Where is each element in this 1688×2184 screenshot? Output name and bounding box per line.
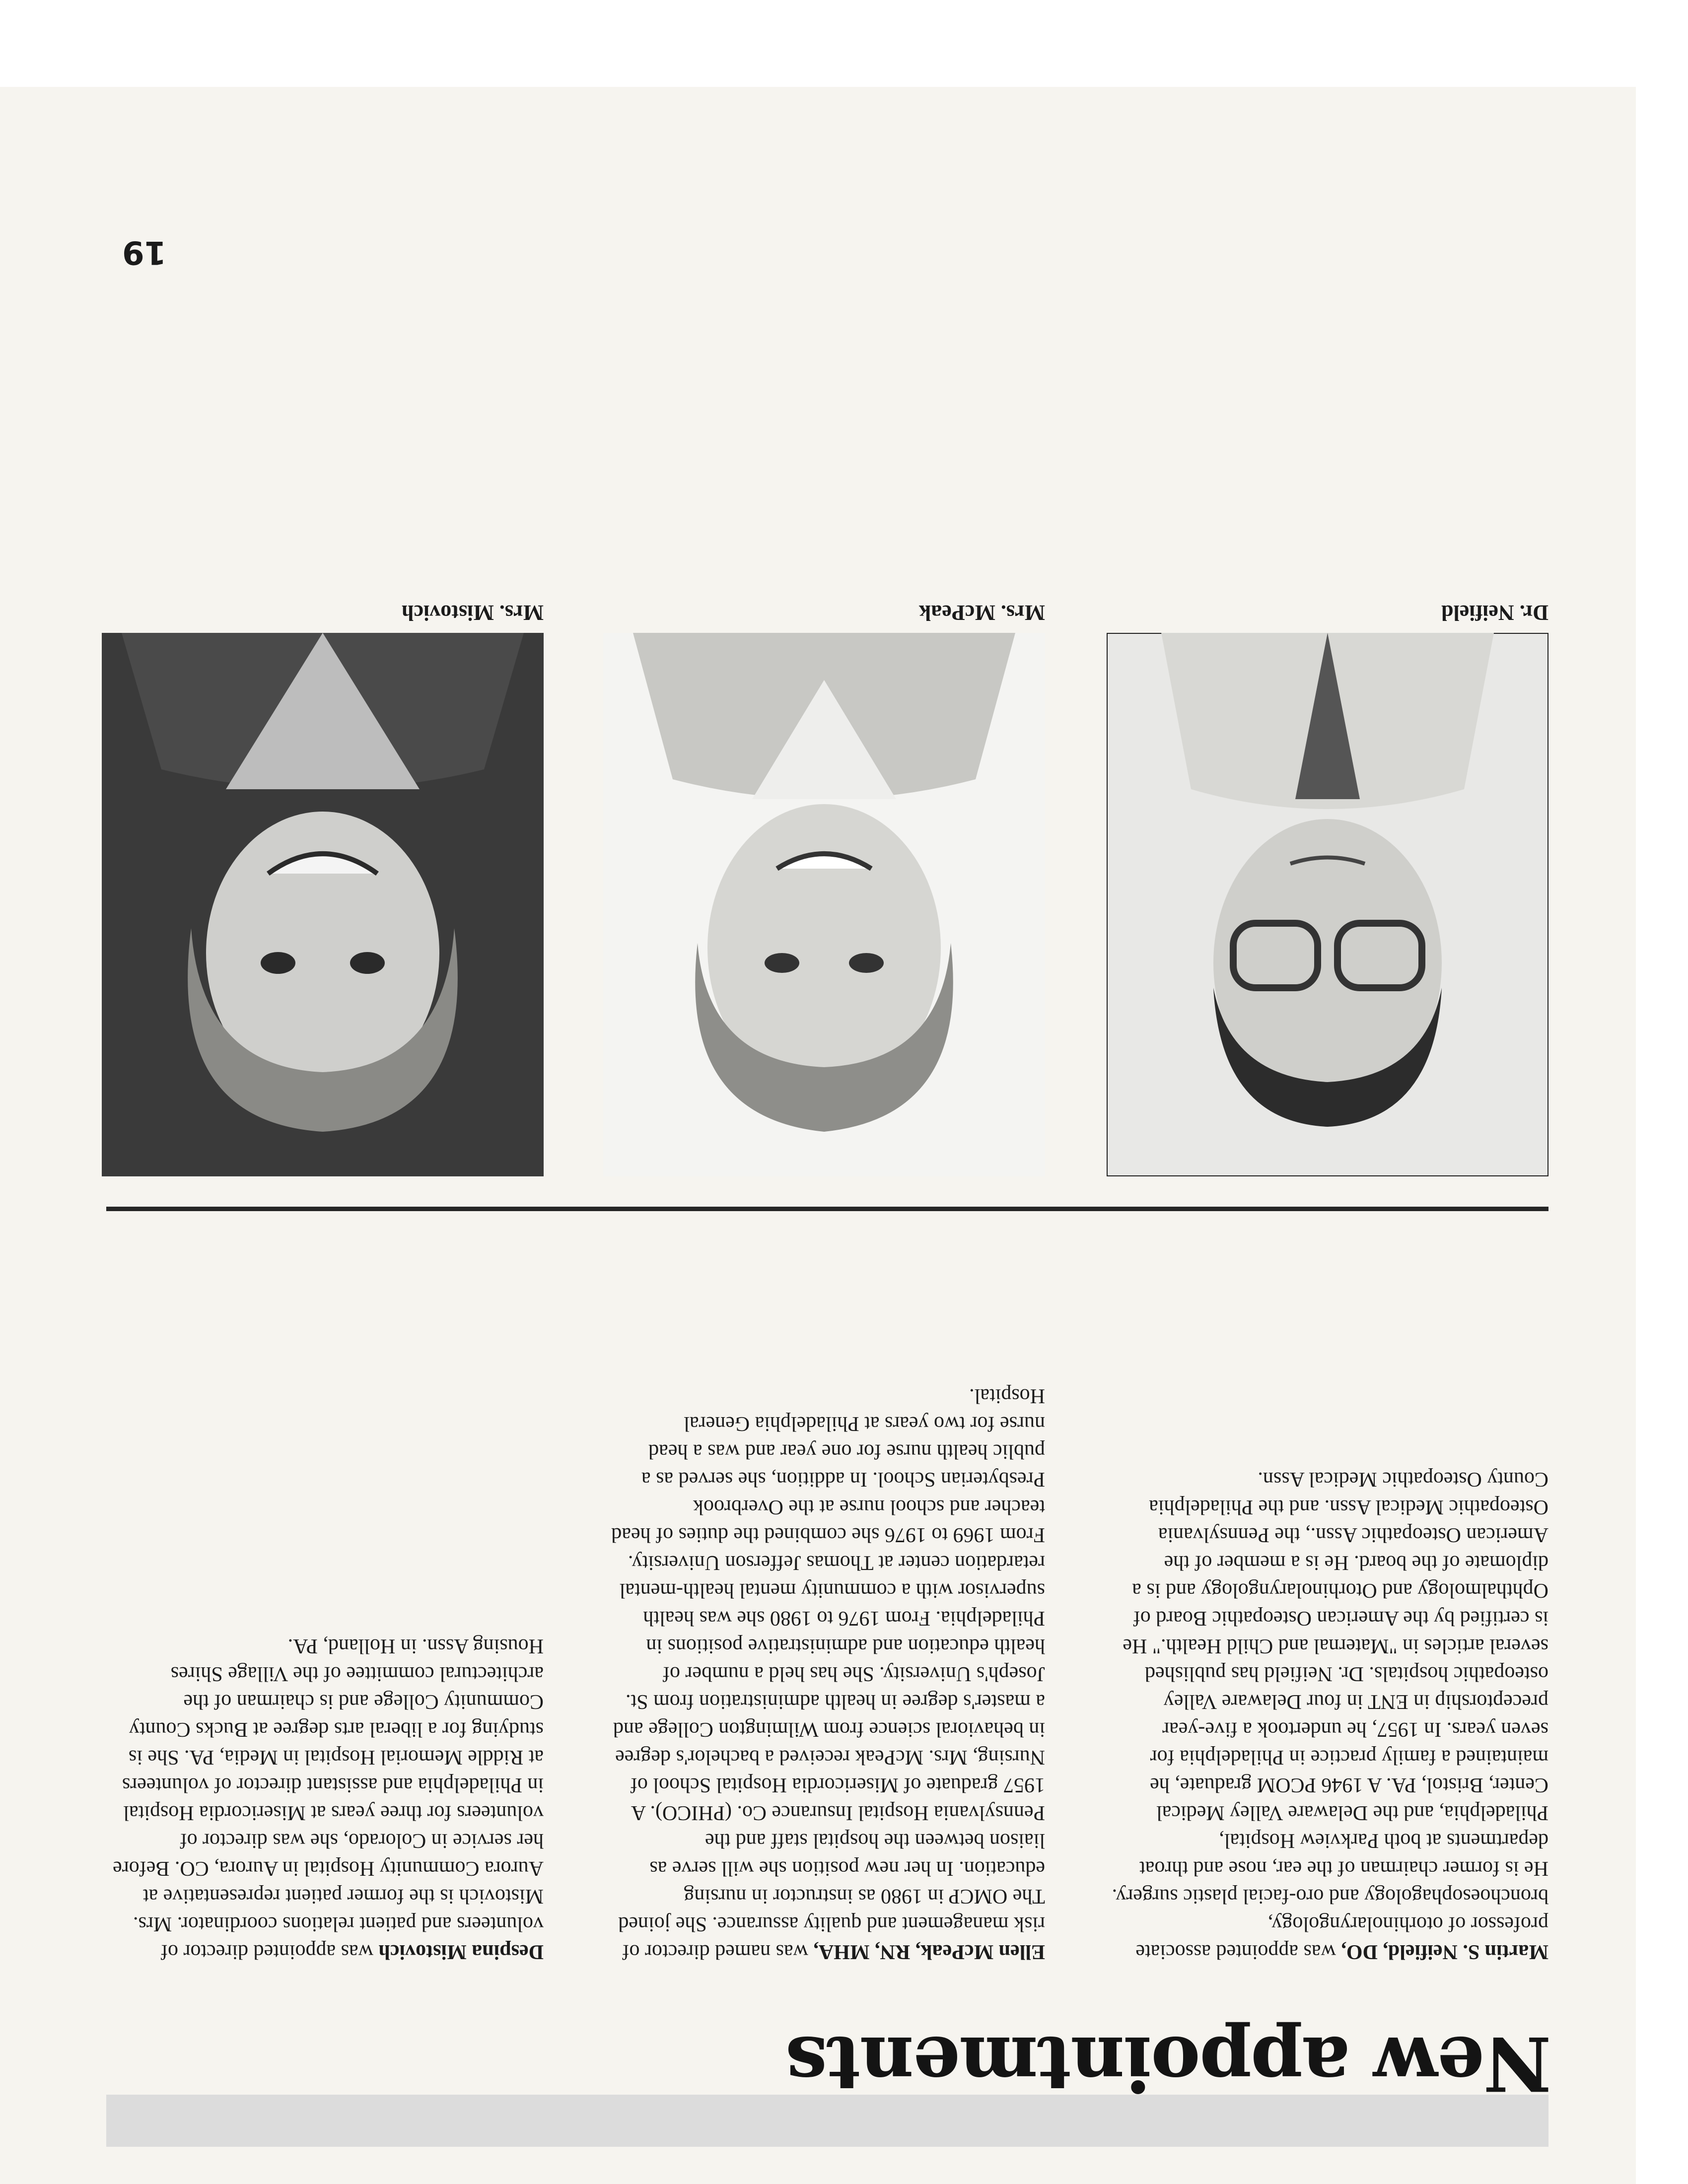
person-name: Ellen McPeak, RN, MHA, xyxy=(813,1940,1045,1963)
portrait-photo-icon xyxy=(102,633,544,1176)
article-body xyxy=(608,1382,1045,1966)
article-mistovich xyxy=(107,1632,544,1966)
person-name: Martin S. Neifield, DO, xyxy=(1341,1940,1548,1963)
rotated-content xyxy=(0,87,1636,2184)
article-body xyxy=(107,1632,544,1966)
article-text: was named director of risk management and quality assurance. She joined The OMCP in 1980 as instructor in nursing education. In her new position she will serve as liaison between the hospital staff and the Pennsylvania Hospital Insurance Co. (PHICO). A 1957 graduate of Misericordia Hospital School of Nursing, Mrs. McPeak received a bachelor's degree in behavioral science from Wilmington College and a master's degree in health administration from St. Joseph's University. She has held a number of health education and administrative positions in Philadelphia. From 1976 to 1980 she was health supervisor with a community mental health-mental retardation center at Thomas Jefferson University. From 1969 to 1976 she combined the duties of head teacher and school nurse at the Overbrook Presbyterian School. In addition, she served as a public health nurse for one year and was a head nurse for two years at Philadelphia General Hospital. xyxy=(611,1384,1045,1963)
portrait-photo-icon xyxy=(603,633,1045,1176)
article-body xyxy=(1112,1465,1548,1966)
photo-caption: Mrs. McPeak xyxy=(918,601,1045,625)
scan-border-top xyxy=(0,0,1688,87)
article-neifield xyxy=(1112,1465,1548,1966)
page-number: 19 xyxy=(122,234,166,271)
page-title: New appointments xyxy=(786,2020,1551,2107)
magazine-page xyxy=(0,87,1636,2184)
photo-caption: Dr. Neifield xyxy=(1441,601,1548,625)
scan-border-right xyxy=(1636,0,1688,2184)
photo-caption: Mrs. Mistovich xyxy=(402,601,544,625)
section-rule xyxy=(106,1207,1548,1211)
article-text: was appointed director of volunteers and patient relations coordinator. Mrs. Mistovich is the former patient representative at Aurora Community Hospital in Aurora, CO. Before her service in Colorado, she was director of volunteers for three years at Misericordia Hospital in Philadelphia and assistant director of volunteers at Riddle Memorial Hospital in Media, PA. She is studying for a liberal arts degree at Bucks County Community College and is chairman of the architectural committee of the Village Shires Housing Assn. in Holland, PA. xyxy=(113,1635,544,1963)
portrait-photo-icon xyxy=(1107,633,1548,1176)
person-name: Despina Mistovich xyxy=(378,1940,544,1963)
article-mcpeak xyxy=(608,1382,1045,1966)
article-text: was appointed associate professor of otorhinolaryngology, bronchoesophagology and oro-facial plastic surgery. He is former chairman of the ear, nose and throat departments at both Parkview Hospital, Philadelphia, and the Delaware Valley Medical Center, Bristol, PA. A 1946 PCOM graduate, he maintained a family practice in Philadelphia for seven years. In 1957, he undertook a five-year preceptorship in ENT in four Delaware Valley osteopathic hospitals. Dr. Neifield has published several articles in "Maternal and Child Health." He is certified by the American Osteopathic Board of Ophthalmology and Otorhinolaryngology and is a diplomate of the board. He is a member of the American Osteopathic Assn., the Pennsylvania Osteopathic Medical Assn. and the Philadelphia County Osteopathic Medical Assn. xyxy=(1112,1468,1548,1963)
